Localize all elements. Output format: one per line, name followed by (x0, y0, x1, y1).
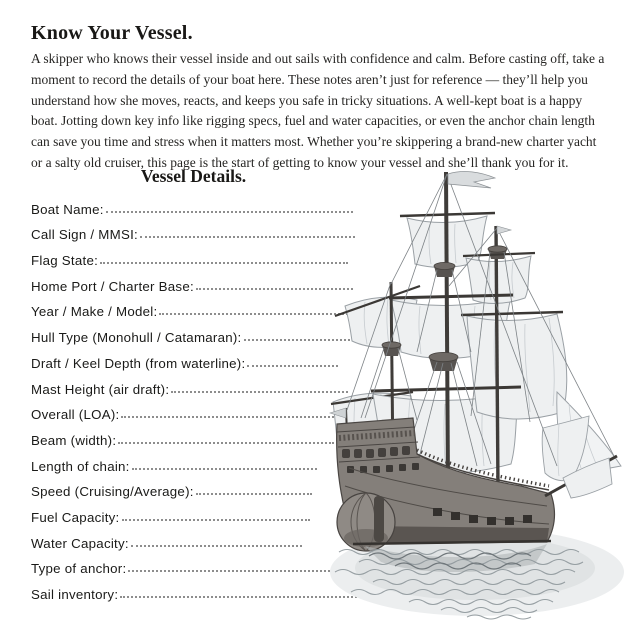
type-of-anchor-fill-line[interactable] (128, 570, 342, 572)
boat-name-fill-line[interactable] (106, 211, 353, 213)
fuel-capacity-fill-line[interactable] (122, 519, 311, 521)
form-row (31, 346, 338, 372)
overall-loa-label: Overall (LOA): (31, 407, 120, 423)
form-row (31, 243, 348, 269)
form-row (31, 449, 317, 475)
home-port-label: Home Port / Charter Base: (31, 278, 194, 294)
call-sign-label: Call Sign / MMSI: (31, 227, 138, 243)
length-of-chain-fill-line[interactable] (132, 468, 317, 470)
ship-illustration (325, 166, 627, 636)
mast-height-fill-line[interactable] (171, 391, 348, 393)
year-make-model-fill-line[interactable] (159, 313, 352, 315)
fuel-capacity-label: Fuel Capacity: (31, 509, 120, 525)
hull-type-label: Hull Type (Monohull / Catamaran): (31, 330, 242, 346)
form-row (31, 320, 350, 346)
form-row (31, 475, 312, 501)
overall-loa-fill-line[interactable] (121, 416, 345, 418)
flag-state-fill-line[interactable] (100, 262, 348, 264)
form-row (31, 577, 357, 603)
beam-width-fill-line[interactable] (118, 442, 334, 444)
form-row (31, 269, 353, 295)
speed-fill-line[interactable] (196, 493, 312, 495)
sail-inventory-label: Sail inventory: (31, 587, 119, 602)
length-of-chain-label: Length of chain: (31, 458, 130, 474)
boat-name-label: Boat Name: (31, 201, 104, 217)
page-title: Know Your Vessel. (31, 22, 193, 44)
water-capacity-fill-line[interactable] (131, 545, 302, 547)
form-row (31, 372, 348, 398)
form-row (31, 192, 353, 218)
form-row (31, 423, 334, 449)
intro-paragraph: A skipper who knows their vessel inside and out sails with confidence and calm. Before casting off, take a moment to record the details of your boat here. These notes aren’t just for reference — they’ll help you understand how she moves, reacts, and keeps you safe in tricky situations. A well-kept boat is a happy boat. Jotting down key info like rigging specs, fuel and water capacities, or even the anchor chain length can save you time and stress when it matters most. Whether you’re skippering a brand-new charter yacht or a salty old cruiser, this page is the start of getting to know your vessel and she’ll thank you for it. (31, 51, 605, 170)
form-row (31, 398, 345, 424)
year-make-model-label: Year / Make / Model: (31, 304, 158, 320)
beam-width-label: Beam (width): (31, 432, 117, 448)
vessel-details-form (31, 192, 357, 603)
mast-height-label: Mast Height (air draft): (31, 381, 170, 397)
form-row (31, 552, 342, 578)
form-row (31, 500, 310, 526)
form-row (31, 218, 355, 244)
section-heading: Vessel Details. (140, 166, 247, 186)
form-row (31, 295, 352, 321)
speed-label: Speed (Cruising/Average): (31, 484, 194, 500)
sail-inventory-fill-line[interactable] (120, 596, 357, 598)
flag-state-label: Flag State: (31, 253, 99, 269)
form-row (31, 526, 302, 552)
type-of-anchor-label: Type of anchor: (31, 561, 127, 577)
draft-keel-depth-label: Draft / Keel Depth (from waterline): (31, 355, 246, 371)
call-sign-fill-line[interactable] (140, 236, 355, 238)
water-capacity-label: Water Capacity: (31, 535, 129, 551)
